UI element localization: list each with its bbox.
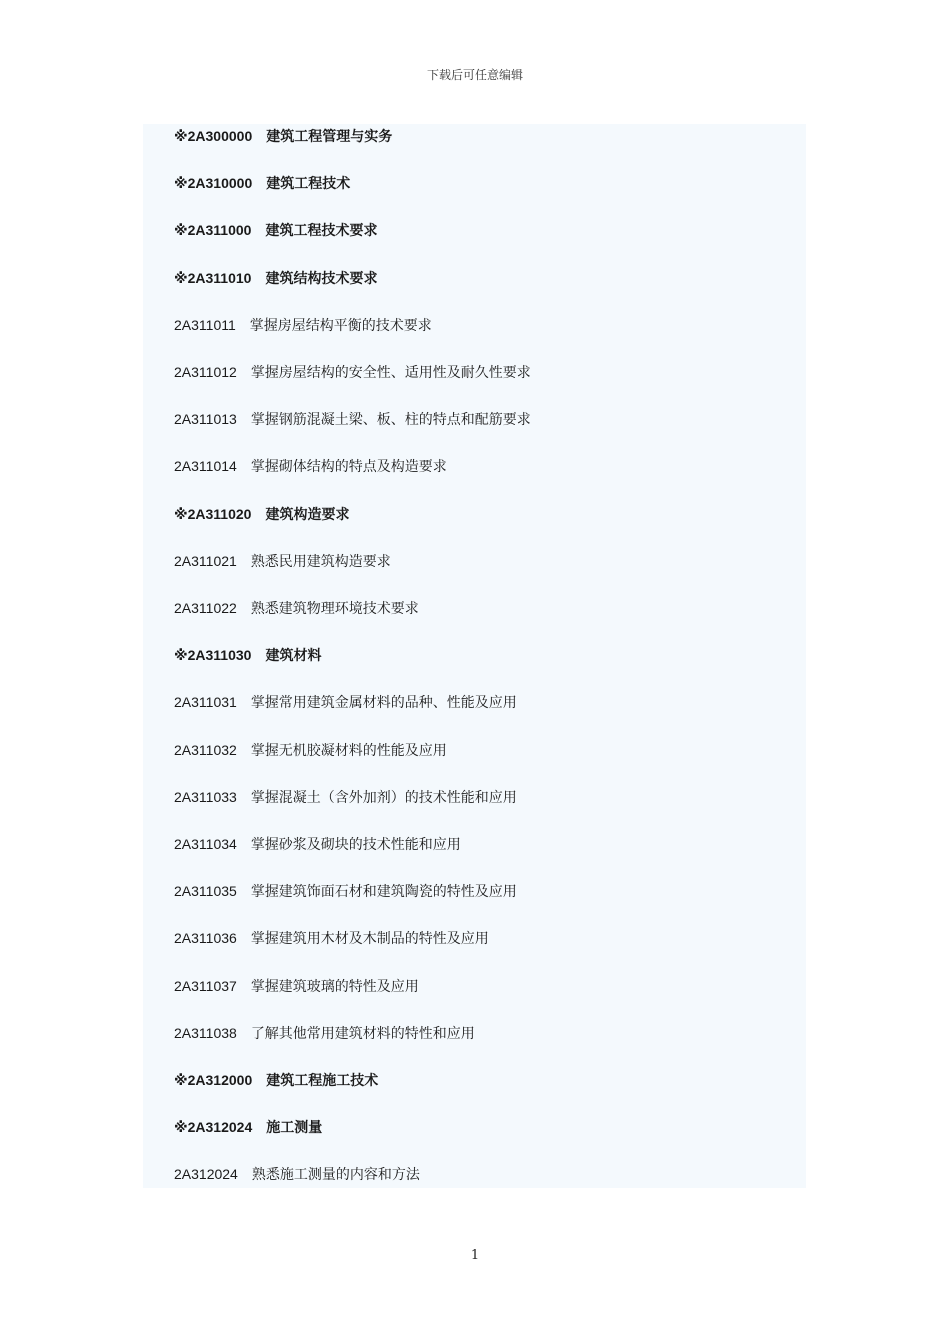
list-item <box>174 880 517 902</box>
entry-title: 掌握建筑玻璃的特性及应用 <box>250 979 419 995</box>
entry-code: 2A312024 <box>174 1166 238 1182</box>
entry-title: 了解其他常用建筑材料的特性和应用 <box>250 1026 475 1042</box>
entry-title: 掌握砂浆及砌块的技术性能和应用 <box>250 837 461 853</box>
entry-code: 2A311037 <box>174 978 237 994</box>
entry-title: 掌握房屋结构的安全性、适用性及耐久性要求 <box>250 365 531 381</box>
list-item <box>174 975 419 997</box>
entry-title: 建筑工程施工技术 <box>266 1073 379 1089</box>
entry-title: 熟悉施工测量的内容和方法 <box>251 1167 420 1183</box>
entry-code: 2A311034 <box>174 836 237 852</box>
list-item <box>174 408 531 430</box>
list-item <box>174 455 447 477</box>
entry-title: 掌握砌体结构的特点及构造要求 <box>250 459 447 475</box>
entry-code: ※2A312024 <box>174 1119 253 1135</box>
entry-code: 2A311032 <box>174 742 237 758</box>
entry-title: 熟悉民用建筑构造要求 <box>250 554 391 570</box>
section-heading <box>174 267 377 289</box>
entry-code: 2A311013 <box>174 411 237 427</box>
entry-code: ※2A311000 <box>174 222 252 238</box>
entry-code: ※2A312000 <box>174 1072 253 1088</box>
entry-title: 建筑结构技术要求 <box>265 271 378 287</box>
entry-title: 施工测量 <box>266 1120 323 1136</box>
entry-title: 建筑工程技术 <box>266 176 351 192</box>
section-heading <box>174 125 392 147</box>
entry-title: 掌握钢筋混凝土梁、板、柱的特点和配筋要求 <box>250 412 531 428</box>
entry-code: ※2A300000 <box>174 128 253 144</box>
entry-code: 2A311038 <box>174 1025 237 1041</box>
list-item <box>174 1163 420 1185</box>
list-item <box>174 786 517 808</box>
entry-code: 2A311021 <box>174 553 237 569</box>
entry-title: 掌握常用建筑金属材料的品种、性能及应用 <box>250 695 517 711</box>
entry-title: 建筑构造要求 <box>265 507 350 523</box>
section-heading <box>174 503 349 525</box>
entry-title: 建筑工程技术要求 <box>265 223 378 239</box>
list-item <box>174 927 489 949</box>
entry-title: 掌握混凝土（含外加剂）的技术性能和应用 <box>250 790 517 806</box>
entry-code: 2A311033 <box>174 789 237 805</box>
entry-code: 2A311012 <box>174 364 237 380</box>
entry-title: 掌握建筑用木材及木制品的特性及应用 <box>250 931 489 947</box>
section-heading <box>174 1116 322 1138</box>
entry-title: 掌握无机胶凝材料的性能及应用 <box>250 743 447 759</box>
list-item <box>174 739 447 761</box>
entry-code: ※2A310000 <box>174 175 253 191</box>
entry-title: 熟悉建筑物理环境技术要求 <box>250 601 419 617</box>
entry-code: ※2A311030 <box>174 647 252 663</box>
section-heading <box>174 219 377 241</box>
entry-code: 2A311031 <box>174 694 237 710</box>
entry-title: 掌握房屋结构平衡的技术要求 <box>249 318 432 334</box>
list-item <box>174 550 391 572</box>
list-item <box>174 691 517 713</box>
section-heading <box>174 644 321 666</box>
list-item <box>174 361 531 383</box>
entry-title: 建筑工程管理与实务 <box>266 129 393 145</box>
section-heading <box>174 172 350 194</box>
entry-code: 2A311035 <box>174 883 237 899</box>
entry-code: 2A311036 <box>174 930 237 946</box>
page-number: 1 <box>470 1248 480 1263</box>
list-item <box>174 833 461 855</box>
entry-code: ※2A311020 <box>174 506 252 522</box>
list-item <box>174 597 419 619</box>
entry-title: 建筑材料 <box>265 648 322 664</box>
list-item <box>174 1022 475 1044</box>
section-heading <box>174 1069 378 1091</box>
entry-title: 掌握建筑饰面石材和建筑陶瓷的特性及应用 <box>250 884 517 900</box>
entry-code: ※2A311010 <box>174 270 252 286</box>
list-item <box>174 314 432 336</box>
entry-code: 2A311022 <box>174 600 237 616</box>
header-note: 下载后可任意编辑 <box>426 68 523 82</box>
entry-code: 2A311011 <box>174 317 236 333</box>
entry-code: 2A311014 <box>174 458 237 474</box>
